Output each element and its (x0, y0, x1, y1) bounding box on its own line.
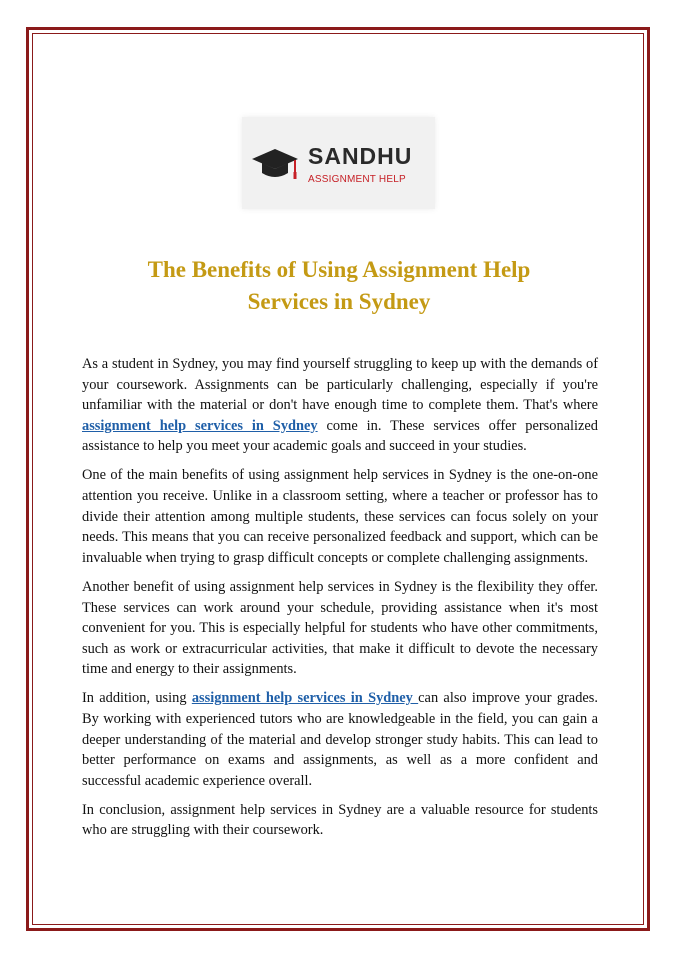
paragraph-conclusion: In conclusion, assignment help services in Sydney are a valuable resource for students who are struggling with their coursework. (82, 801, 598, 839)
logo (242, 117, 435, 209)
page-title (80, 254, 598, 318)
article-body (82, 354, 598, 850)
paragraph-grades (82, 688, 598, 791)
logo-subtitle-text: ASSIGNMENT HELP (308, 174, 406, 185)
assignment-help-link-2[interactable]: assignment help services in Sydney (191, 690, 419, 707)
logo-brand-text: SANDHU (308, 143, 413, 169)
paragraph-intro-text-a: As a student in Sydney, you may find yourself struggling to keep up with the demands of your coursework. Assignments can be particularly challenging, especially if you're unfamiliar with the material or don't have enough time to complete them. That's where (82, 356, 598, 414)
assignment-help-link-1[interactable]: assignment help services in Sydney (82, 417, 318, 434)
graduation-cap-icon (250, 139, 300, 189)
title-line-2: Services in Sydney (247, 289, 431, 314)
paragraph-one-on-one: One of the main benefits of using assignment help services in Sydney is the one-on-one attention you receive. Unlike in a classroom setting, where a teacher or professor has to divide their attention among multiple students, these services can focus solely on your needs. This means that you can receive personalized feedback and support, which can be invaluable when trying to grasp difficult concepts or complete challenging assignments. (82, 467, 598, 566)
paragraph-grades-text-b: can also improve your grades. By working with experienced tutors who are knowledgeable in the field, you can gain a deeper understanding of the material and develop stronger study habits. This can lead to better performance on exams and assignments, as well as a more confident and successful academic experience overall. (82, 690, 598, 789)
paragraph-intro (82, 354, 598, 457)
paragraph-flexibility: Another benefit of using assignment help services in Sydney is the flexibility they offer. These services can work around your schedule, providing assistance when it's most convenient for you. This is especially helpful for students who have other commitments, such as work or extracurricular activities, that make it difficult to devote the necessary time and energy to their assignments. (82, 578, 598, 678)
paragraph-grades-text-a: In addition, using (82, 690, 192, 707)
paragraph-intro-text-b: come in. These services offer personalized assistance to help you meet your academic goals and succeed in your studies. (82, 417, 598, 455)
title-line-1: The Benefits of Using Assignment Help (147, 257, 531, 282)
